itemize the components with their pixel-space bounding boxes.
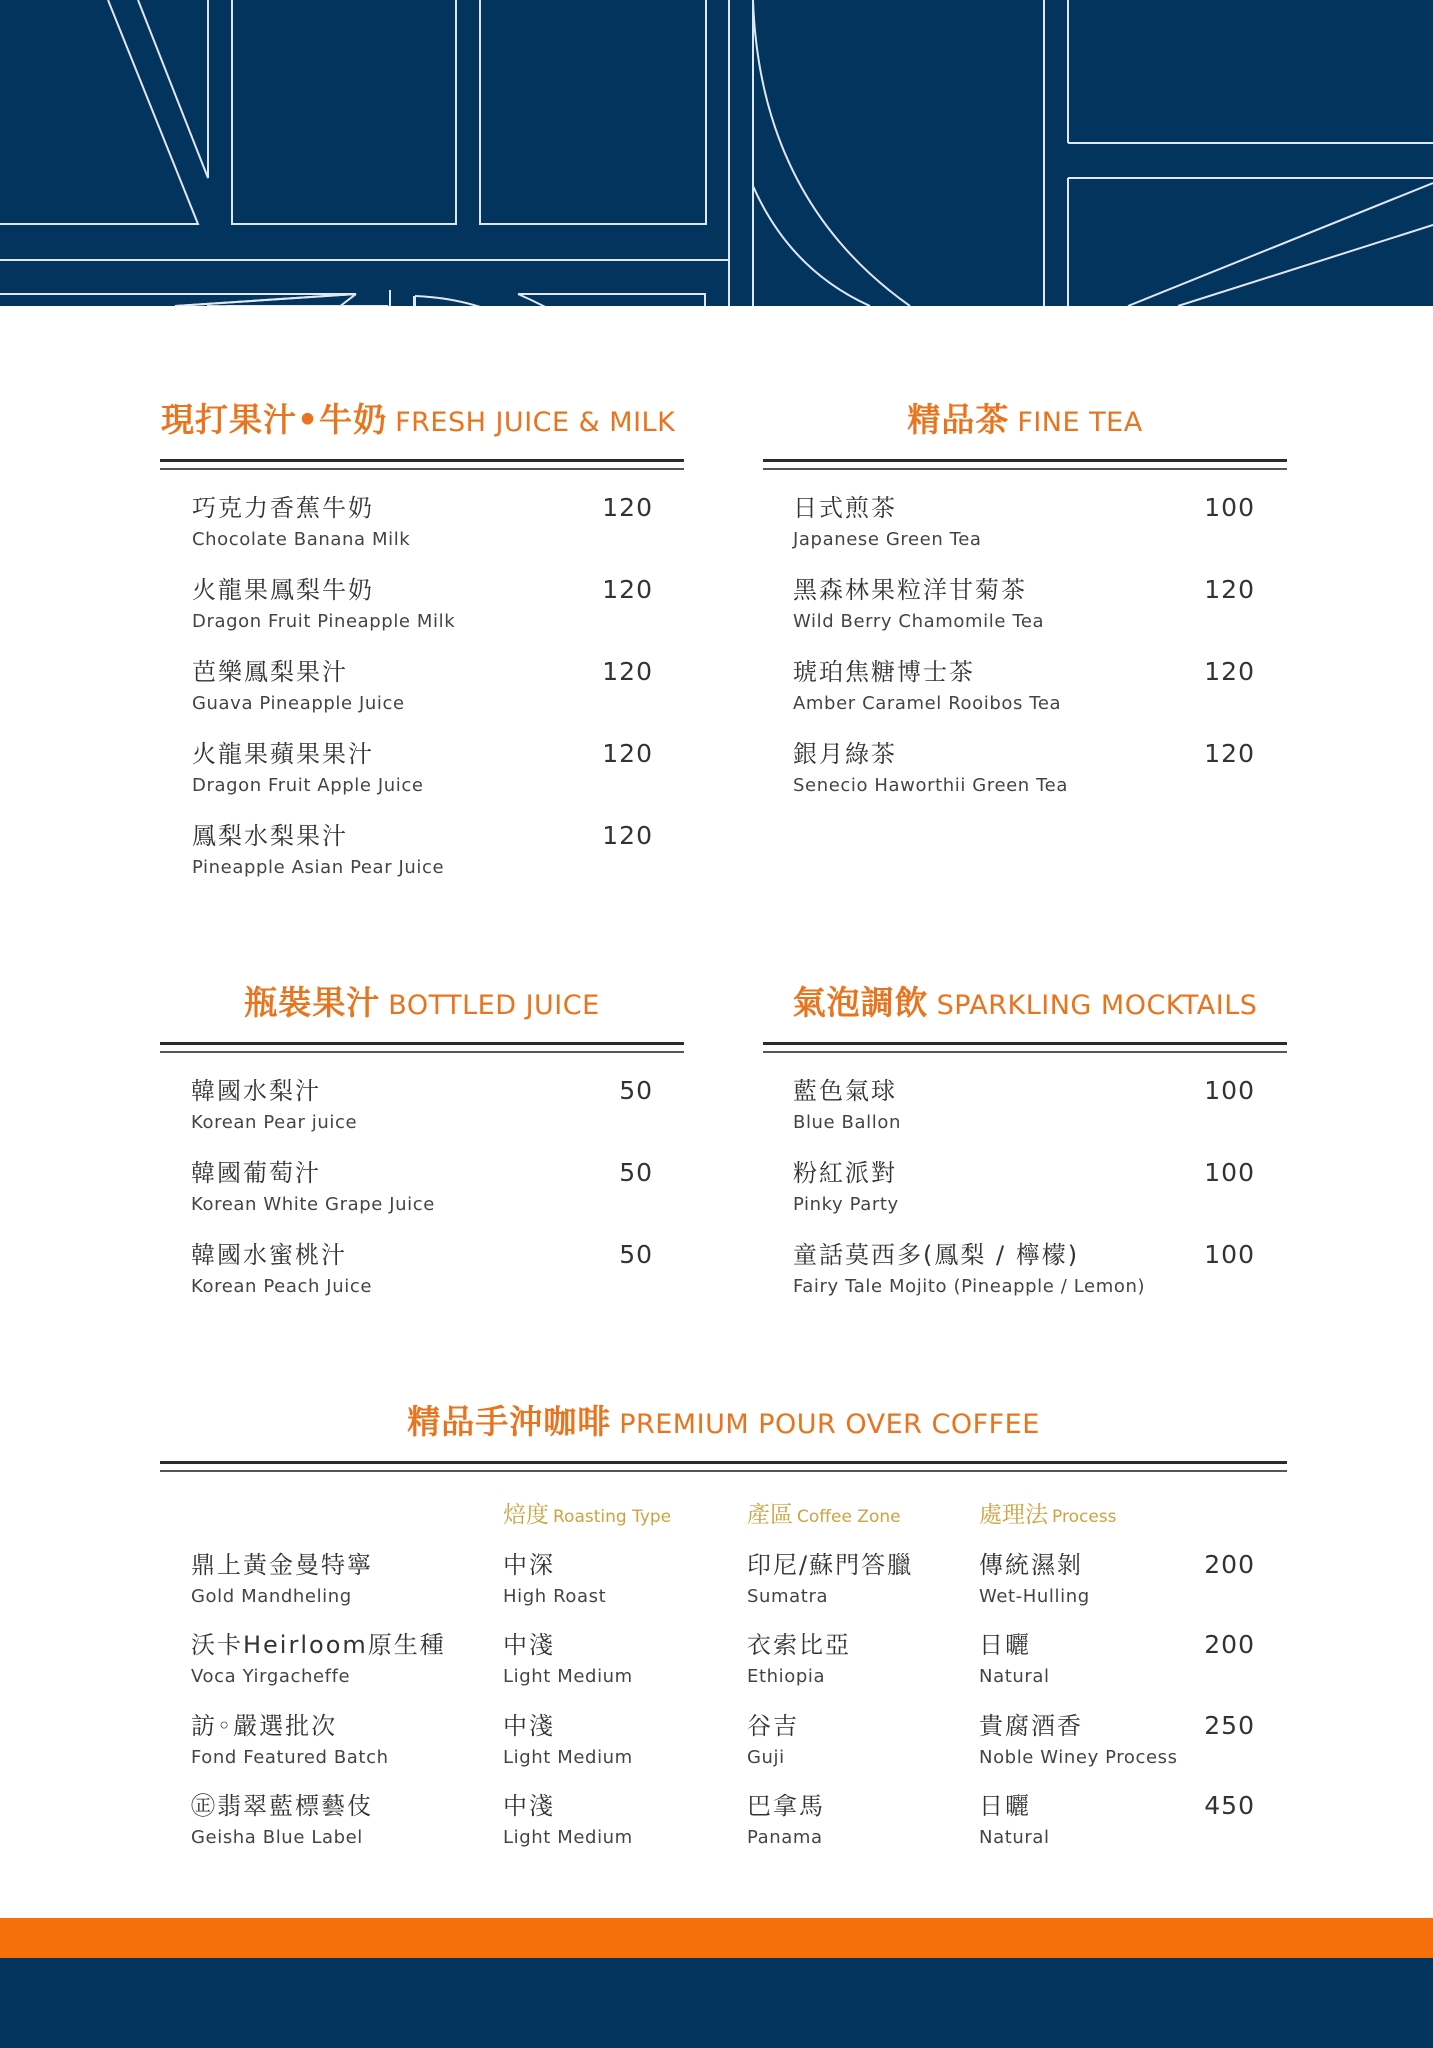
item-price: 120 xyxy=(602,493,653,522)
coffee-zone xyxy=(747,1550,913,1611)
item-name-en: Amber Caramel Rooibos Tea xyxy=(793,693,1062,714)
coffee-name xyxy=(191,1630,446,1691)
item-name-zh: 日式煎茶 xyxy=(793,494,897,522)
item-name-en: Korean Peach Juice xyxy=(191,1276,372,1297)
section-title-coffee xyxy=(160,1396,1287,1443)
item-name-en: Korean Pear juice xyxy=(191,1112,358,1133)
section-title-zh: 瓶裝果汁 xyxy=(244,983,381,1022)
coffee-zone xyxy=(747,1711,799,1772)
item-name-en: Fairy Tale Mojito (Pineapple / Lemon) xyxy=(793,1276,1146,1297)
coffee-name-zh: 沃卡Heirloom原生種 xyxy=(191,1631,446,1659)
item-price: 120 xyxy=(1204,657,1255,686)
item-name-en: Pineapple Asian Pear Juice xyxy=(192,857,445,878)
header-decorative-banner xyxy=(0,0,1433,306)
coffee-zone-zh: 谷吉 xyxy=(747,1712,799,1740)
coffee-roast xyxy=(503,1711,633,1772)
coffee-process xyxy=(979,1791,1050,1852)
item-price: 200 xyxy=(1204,1630,1255,1659)
coffee-roast-zh: 中淺 xyxy=(503,1631,555,1659)
section-title-fine-tea xyxy=(763,394,1287,441)
item-name-zh: 芭樂鳳梨果汁 xyxy=(192,658,348,686)
coffee-roast xyxy=(503,1630,633,1691)
section-title-fresh-juice xyxy=(161,394,681,441)
coffee-zone-zh: 印尼/蘇門答臘 xyxy=(747,1551,914,1579)
menu-item xyxy=(191,1158,435,1219)
section-title-en: FRESH JUICE & MILK xyxy=(395,407,676,438)
item-name-en: Korean White Grape Juice xyxy=(191,1194,435,1215)
item-price: 120 xyxy=(1204,739,1255,768)
coffee-roast xyxy=(503,1550,606,1611)
item-name-zh: 韓國葡萄汁 xyxy=(191,1159,321,1187)
menu-item xyxy=(192,821,444,882)
coffee-roast-en: Light Medium xyxy=(503,1747,633,1768)
coffee-process-en: Wet-Hulling xyxy=(979,1586,1090,1607)
item-price: 450 xyxy=(1204,1791,1255,1820)
coffee-roast-en: Light Medium xyxy=(503,1827,633,1848)
coffee-process-zh: 貴腐酒香 xyxy=(979,1712,1083,1740)
section-title-bottled-juice xyxy=(160,977,684,1024)
coffee-name xyxy=(191,1791,373,1852)
item-name-zh: 童話莫西多(鳳梨 / 檸檬) xyxy=(793,1241,1080,1269)
column-header-zh: 處理法 xyxy=(979,1502,1048,1528)
coffee-name-zh: ㊣翡翠藍標藝伎 xyxy=(191,1792,373,1820)
coffee-process xyxy=(979,1711,1178,1772)
item-name-zh: 韓國水蜜桃汁 xyxy=(191,1241,347,1269)
menu-item xyxy=(191,1076,357,1137)
menu-item xyxy=(192,739,424,800)
item-name-zh: 琥珀焦糖博士茶 xyxy=(793,658,975,686)
section-title-sparkling xyxy=(763,977,1287,1024)
column-header-en: Coffee Zone xyxy=(797,1507,901,1527)
item-name-zh: 鳳梨水梨果汁 xyxy=(192,822,348,850)
section-title-en: SPARKLING MOCKTAILS xyxy=(936,990,1258,1021)
column-header-process xyxy=(979,1496,1117,1529)
column-header-roasting xyxy=(503,1496,671,1529)
section-title-zh: 精品茶 xyxy=(907,400,1010,439)
item-price: 50 xyxy=(619,1240,653,1269)
geometric-line-pattern-icon xyxy=(0,0,1433,306)
item-name-zh: 黑森林果粒洋甘菊茶 xyxy=(793,576,1027,604)
coffee-name xyxy=(191,1711,389,1772)
menu-item xyxy=(793,1076,901,1137)
column-header-zone xyxy=(747,1496,901,1529)
item-price: 120 xyxy=(602,575,653,604)
footer-orange-stripe xyxy=(0,1918,1433,1958)
item-name-en: Chocolate Banana Milk xyxy=(192,529,411,550)
section-title-zh: 精品手沖咖啡 xyxy=(407,1402,612,1441)
coffee-process-en: Natural xyxy=(979,1827,1050,1848)
section-divider xyxy=(160,1042,684,1054)
coffee-zone-en: Ethiopia xyxy=(747,1666,826,1687)
item-name-en: Pinky Party xyxy=(793,1194,899,1215)
coffee-process-zh: 日曬 xyxy=(979,1631,1031,1659)
item-name-en: Dragon Fruit Apple Juice xyxy=(192,775,424,796)
item-name-en: Wild Berry Chamomile Tea xyxy=(793,611,1045,632)
item-price: 100 xyxy=(1204,1240,1255,1269)
menu-item xyxy=(793,575,1044,636)
item-name-zh: 銀月綠茶 xyxy=(793,740,897,768)
coffee-zone-zh: 衣索比亞 xyxy=(747,1631,851,1659)
item-name-en: Guava Pineapple Juice xyxy=(192,693,405,714)
menu-item xyxy=(793,739,1068,800)
item-name-zh: 火龍果鳳梨牛奶 xyxy=(192,576,374,604)
coffee-name-en: Gold Mandheling xyxy=(191,1586,352,1607)
menu-item xyxy=(192,657,405,718)
item-name-zh: 火龍果蘋果果汁 xyxy=(192,740,374,768)
coffee-process-en: Natural xyxy=(979,1666,1050,1687)
column-header-zh: 焙度 xyxy=(503,1502,549,1528)
coffee-zone-en: Sumatra xyxy=(747,1586,829,1607)
coffee-roast-en: Light Medium xyxy=(503,1666,633,1687)
coffee-process xyxy=(979,1550,1090,1611)
item-price: 120 xyxy=(602,657,653,686)
section-title-en: FINE TEA xyxy=(1017,407,1143,438)
item-price: 250 xyxy=(1204,1711,1255,1740)
coffee-name xyxy=(191,1550,373,1611)
coffee-zone xyxy=(747,1791,825,1852)
item-price: 100 xyxy=(1204,1076,1255,1105)
menu-item xyxy=(192,575,455,636)
column-header-zh: 產區 xyxy=(747,1502,793,1528)
item-price: 200 xyxy=(1204,1550,1255,1579)
footer-navy-band xyxy=(0,1958,1433,2048)
coffee-name-en: Voca Yirgacheffe xyxy=(191,1666,351,1687)
item-price: 100 xyxy=(1204,1158,1255,1187)
item-name-zh: 粉紅派對 xyxy=(793,1159,897,1187)
coffee-process-zh: 日曬 xyxy=(979,1792,1031,1820)
section-title-en: PREMIUM POUR OVER COFFEE xyxy=(619,1409,1040,1440)
coffee-process-zh: 傳統濕剝 xyxy=(979,1551,1083,1579)
section-title-zh: 氣泡調飲 xyxy=(792,983,929,1022)
item-name-en: Japanese Green Tea xyxy=(793,529,982,550)
item-price: 120 xyxy=(602,739,653,768)
section-divider xyxy=(763,459,1287,471)
section-divider xyxy=(763,1042,1287,1054)
coffee-roast xyxy=(503,1791,633,1852)
menu-item xyxy=(793,1240,1145,1301)
item-price: 120 xyxy=(1204,575,1255,604)
item-name-zh: 藍色氣球 xyxy=(793,1077,897,1105)
item-name-zh: 巧克力香蕉牛奶 xyxy=(192,494,374,522)
coffee-roast-zh: 中淺 xyxy=(503,1792,555,1820)
item-name-en: Senecio Haworthii Green Tea xyxy=(793,775,1068,796)
menu-item xyxy=(192,493,410,554)
coffee-zone-en: Panama xyxy=(747,1827,823,1848)
menu-item xyxy=(793,493,982,554)
coffee-process-en: Noble Winey Process xyxy=(979,1747,1178,1768)
section-divider xyxy=(160,459,684,471)
coffee-roast-zh: 中深 xyxy=(503,1551,555,1579)
coffee-zone-zh: 巴拿馬 xyxy=(747,1792,825,1820)
coffee-name-zh: 訪◦嚴選批次 xyxy=(191,1712,338,1740)
coffee-zone-en: Guji xyxy=(747,1747,785,1768)
menu-item xyxy=(191,1240,372,1301)
section-title-zh: 現打果汁•牛奶 xyxy=(161,400,388,439)
coffee-roast-en: High Roast xyxy=(503,1586,607,1607)
section-divider xyxy=(160,1461,1287,1473)
item-name-en: Dragon Fruit Pineapple Milk xyxy=(192,611,456,632)
column-header-en: Process xyxy=(1052,1507,1117,1527)
coffee-zone xyxy=(747,1630,851,1691)
item-price: 100 xyxy=(1204,493,1255,522)
coffee-name-zh: 鼎上黃金曼特寧 xyxy=(191,1551,373,1579)
item-price: 50 xyxy=(619,1076,653,1105)
coffee-name-en: Geisha Blue Label xyxy=(191,1827,363,1848)
item-price: 50 xyxy=(619,1158,653,1187)
item-name-zh: 韓國水梨汁 xyxy=(191,1077,321,1105)
menu-item xyxy=(793,657,1061,718)
item-name-en: Blue Ballon xyxy=(793,1112,901,1133)
column-header-en: Roasting Type xyxy=(553,1507,672,1527)
coffee-name-en: Fond Featured Batch xyxy=(191,1747,389,1768)
item-price: 120 xyxy=(602,821,653,850)
menu-item xyxy=(793,1158,899,1219)
section-title-en: BOTTLED JUICE xyxy=(388,990,600,1021)
coffee-roast-zh: 中淺 xyxy=(503,1712,555,1740)
coffee-process xyxy=(979,1630,1050,1691)
